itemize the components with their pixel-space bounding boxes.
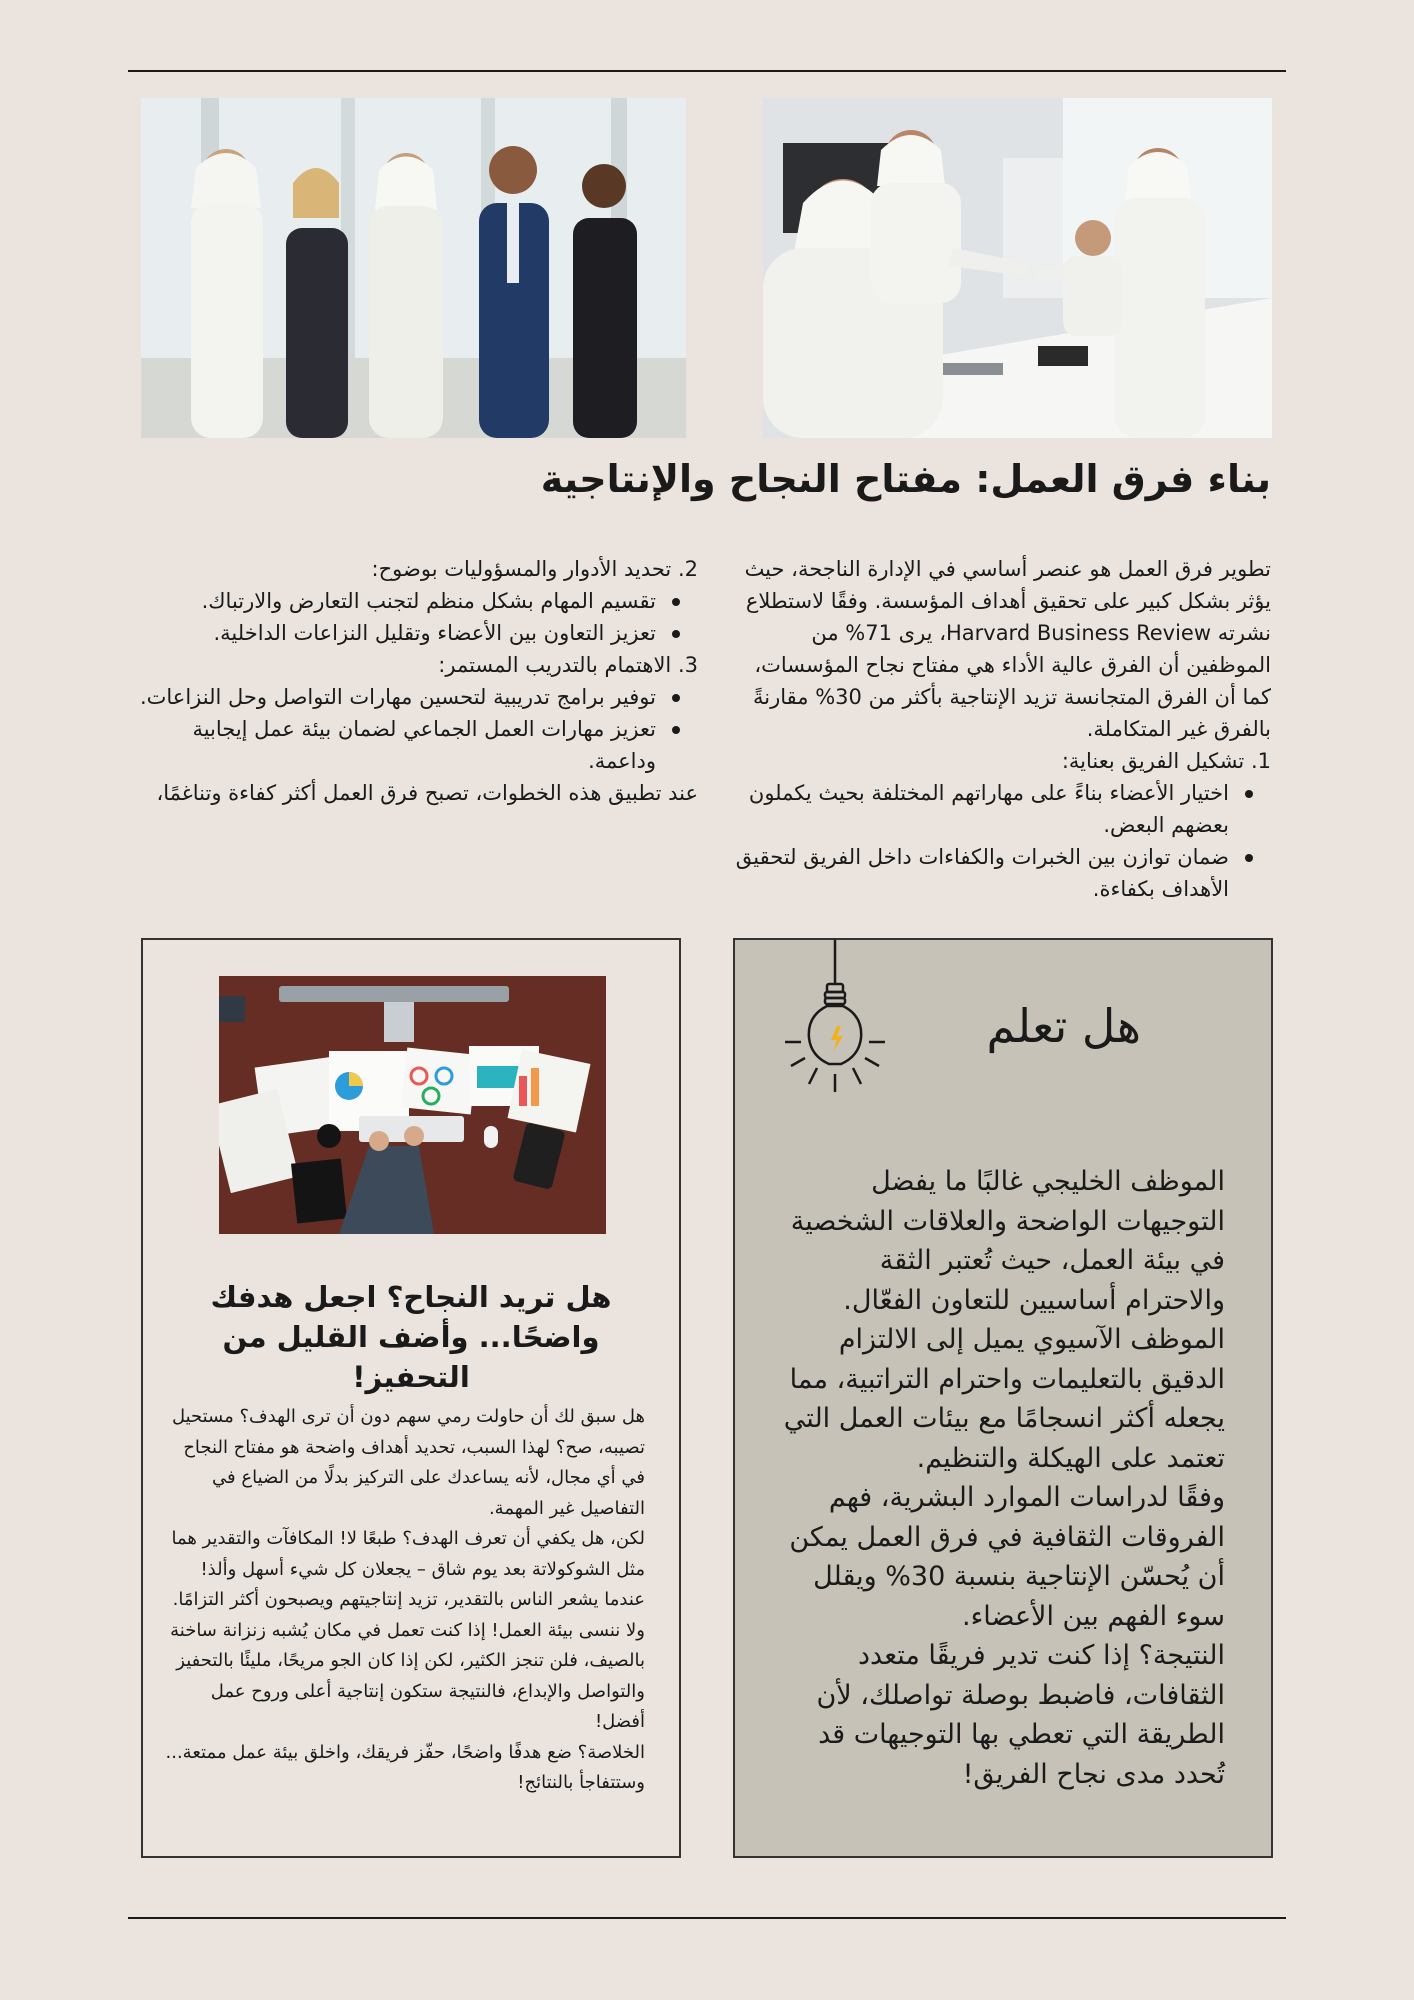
bottom-divider bbox=[128, 1917, 1286, 1919]
article-column-left bbox=[130, 553, 698, 809]
did-you-know-paragraph: الموظف الخليجي غالبًا ما يفضل التوجيهات الواضحة والعلاقات الشخصية في بيئة العمل، حيث تُعتبر الثقة والاحترام أساسيين للتعاون الفعّال. bbox=[790, 1166, 1225, 1316]
desk-workspace-photo bbox=[219, 976, 606, 1234]
step2-list bbox=[130, 585, 698, 649]
did-you-know-box bbox=[733, 938, 1273, 1858]
motivation-paragraph: لكن، هل يكفي أن تعرف الهدف؟ طبعًا لا! المكافآت والتقدير هما مثل الشوكولاتة بعد يوم شاق – يجعلان كل شيء أسهل وألذ! عندما يشعر الناس بالتقدير، تزيد إنتاجيتهم ويصبحون أكثر التزامًا. bbox=[171, 1528, 645, 1610]
top-divider bbox=[128, 70, 1286, 72]
step1-heading: 1. تشكيل الفريق بعناية: bbox=[1061, 749, 1271, 773]
article-column-right bbox=[726, 553, 1271, 905]
did-you-know-paragraph: الموظف الآسيوي يميل إلى الالتزام الدقيق بالتعليمات واحترام التراتبية، مما يجعله أكثر انسجامًا مع بيئات العمل التي تعتمد على الهيكلة والتنظيم. bbox=[783, 1324, 1225, 1474]
handshake-meeting-photo bbox=[763, 98, 1272, 438]
motivation-body bbox=[165, 1402, 645, 1799]
motivation-paragraph: الخلاصة؟ ضع هدفًا واضحًا، حفّز فريقك، واخلق بيئة عمل ممتعة... وستتفاجأ بالنتائج! bbox=[165, 1741, 645, 1793]
list-item: تعزيز التعاون بين الأعضاء وتقليل النزاعات الداخلية. bbox=[130, 617, 656, 649]
motivation-title: هل تريد النجاح؟ اجعل هدفك واضحًا... وأضف القليل من التحفيز! bbox=[210, 1280, 612, 1394]
list-item: اختيار الأعضاء بناءً على مهاراتهم المختلفة بحيث يكملون بعضهم البعض. bbox=[726, 777, 1229, 841]
article-intro: تطوير فرق العمل هو عنصر أساسي في الإدارة الناجحة، حيث يؤثر بشكل كبير على تحقيق أهداف المؤسسة. وفقًا لاستطلاع نشرته Harvard Business Review، يرى 71% من الموظفين أن الفرق عالية الأداء هي مفتاح نجاح المؤسسات، كما أن الفرق المتجانسة تزيد الإنتاجية بأكثر من 30% مقارنةً بالفرق غير المتكاملة. bbox=[744, 557, 1271, 741]
did-you-know-paragraph: النتيجة؟ إذا كنت تدير فريقًا متعدد الثقافات، فاضبط بوصلة تواصلك، لأن الطريقة التي تعطي بها التوجيهات قد تُحدد مدى نجاح الفريق! bbox=[816, 1640, 1225, 1790]
article-title: بناء فرق العمل: مفتاح النجاح والإنتاجية bbox=[540, 457, 1271, 501]
did-you-know-body bbox=[775, 1162, 1225, 1794]
step1-list bbox=[726, 777, 1271, 905]
did-you-know-title: هل تعلم bbox=[986, 999, 1141, 1053]
step3-heading: 3. الاهتمام بالتدريب المستمر: bbox=[438, 653, 698, 677]
team-applause-photo bbox=[141, 98, 686, 438]
list-item: ضمان توازن بين الخبرات والكفاءات داخل الفريق لتحقيق الأهداف بكفاءة. bbox=[726, 841, 1229, 905]
motivation-paragraph: هل سبق لك أن حاولت رمي سهم دون أن ترى الهدف؟ مستحيل تصيبه، صح؟ لهذا السبب، تحديد أهداف واضحة هو مفتاح النجاح في أي مجال، لأنه يساعدك على التركيز بدلًا من الضياع في التفاصيل غير المهمة. bbox=[171, 1406, 645, 1519]
motivation-paragraph: ولا ننسى بيئة العمل! إذا كنت تعمل في مكان يُشبه زنزانة ساخنة بالصيف، فلن تنجز الكثير، لكن إذا كان الجو مريحًا، مليئًا بالتحفيز والتواصل والإبداع، فالنتيجة ستكون إنتاجية أعلى وروح عمل أفضل! bbox=[170, 1619, 645, 1732]
list-item: تقسيم المهام بشكل منظم لتجنب التعارض والارتباك. bbox=[130, 585, 656, 617]
step2-heading: 2. تحديد الأدوار والمسؤوليات بوضوح: bbox=[371, 557, 698, 581]
list-item: تعزيز مهارات العمل الجماعي لضمان بيئة عمل إيجابية وداعمة. bbox=[130, 713, 656, 777]
step3-list bbox=[130, 681, 698, 777]
list-item: توفير برامج تدريبية لتحسين مهارات التواصل وحل النزاعات. bbox=[130, 681, 656, 713]
article-conclusion: عند تطبيق هذه الخطوات، تصبح فرق العمل أكثر كفاءة وتناغمًا، bbox=[156, 781, 698, 805]
motivation-box bbox=[141, 938, 681, 1858]
did-you-know-paragraph: وفقًا لدراسات الموارد البشرية، فهم الفروقات الثقافية في فرق العمل يمكن أن يُحسّن الإنتاجية بنسبة 30% ويقلل سوء الفهم بين الأعضاء. bbox=[789, 1482, 1225, 1632]
lightbulb-icon bbox=[785, 940, 885, 1110]
